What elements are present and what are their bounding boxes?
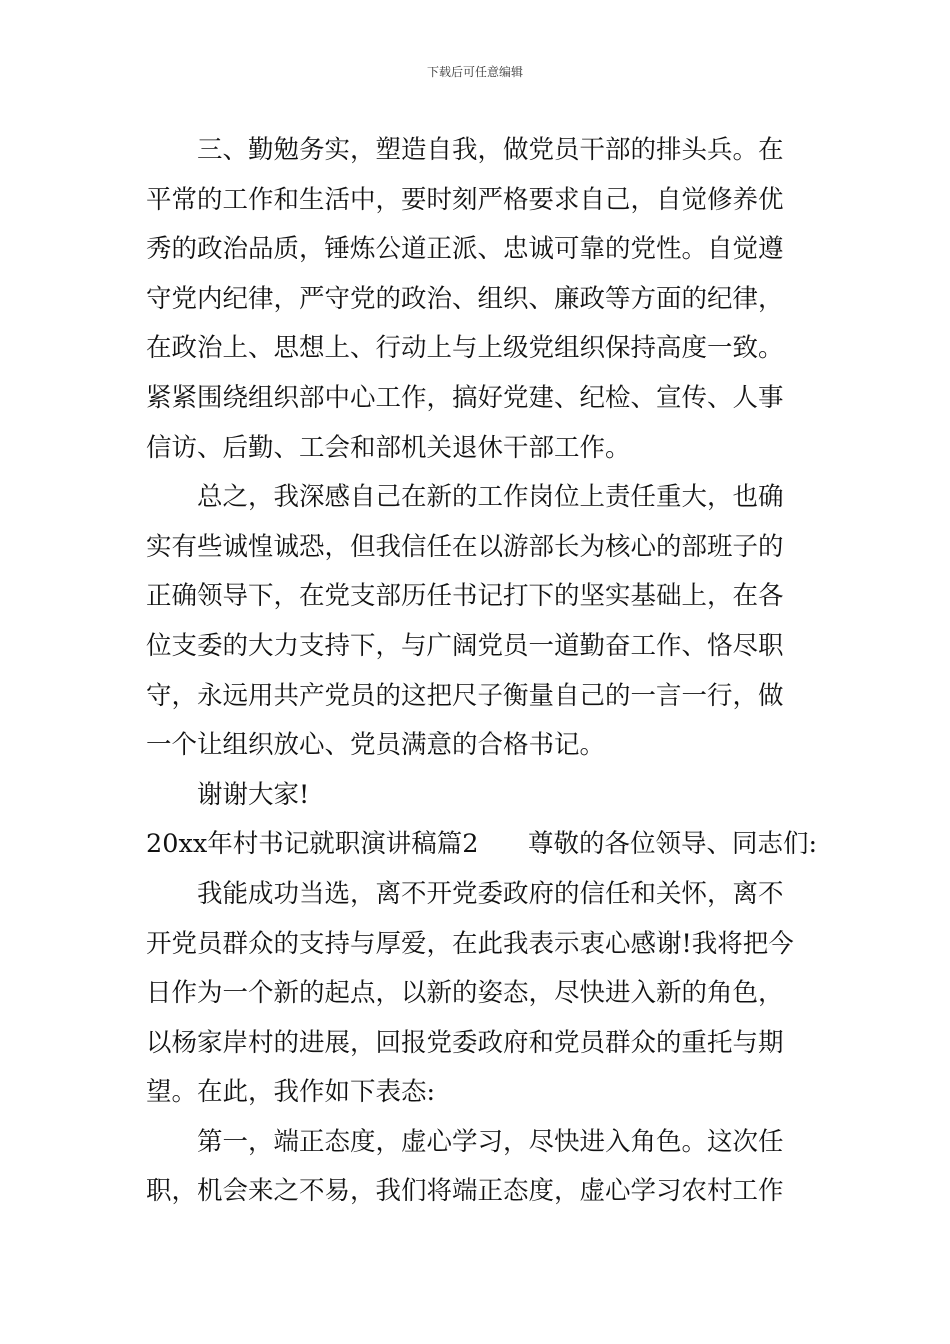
paragraph-line: 守党内纪律，严守党的政治、组织、廉政等方面的纪律， (146, 283, 784, 314)
paragraph-line: 职，机会来之不易，我们将端正态度，虚心学习农村工作 (146, 1176, 784, 1207)
section-heading-line (146, 820, 818, 870)
paragraph-line: 信访、后勤、工会和部机关退休干部工作。 (146, 432, 631, 463)
paragraph-line: 三、勤勉务实，塑造自我，做党员干部的排头兵。在 (197, 135, 784, 165)
paragraph-line: 在政治上、思想上、行动上与上级党组织保持高度一致。 (146, 333, 784, 364)
paragraph-line: 位支委的大力支持下，与广阔党员一道勤奋工作、恪尽职 (146, 630, 784, 661)
paragraph-line: 日作为一个新的起点，以新的姿态，尽快进入新的角色， (146, 978, 784, 1009)
paragraph-line: 紧紧围绕组织部中心工作，搞好党建、纪检、宣传、人事 (146, 382, 784, 413)
paragraph-line: 秀的政治品质，锤炼公道正派、忠诚可靠的党性。自觉遵 (146, 234, 784, 265)
paragraph-line: 开党员群众的支持与厚爱，在此我表示衷心感谢!我将把今 (146, 928, 794, 959)
page-header: 下载后可任意编辑 (426, 65, 523, 79)
paragraph-line: 以杨家岸村的进展，回报党委政府和党员群众的重托与期 (146, 1027, 784, 1058)
section-title: 20xx年村书记就职演讲稿篇2 (146, 829, 479, 860)
closing-line: 谢谢大家! (197, 779, 310, 810)
paragraph-line: 我能成功当选，离不开党委政府的信任和关怀，离不 (197, 878, 784, 909)
paragraph-line: 平常的工作和生活中，要时刻严格要求自己，自觉修养优 (146, 184, 784, 215)
document-body (146, 126, 818, 1217)
paragraph-line: 实有些诚惶诚恐，但我信任在以游部长为核心的部班子的 (146, 531, 784, 562)
paragraph-line: 一个让组织放心、党员满意的合格书记。 (146, 730, 606, 761)
paragraph-line: 守，永远用共产党员的这把尺子衡量自己的一言一行，做 (146, 680, 784, 711)
paragraph-line: 望。在此，我作如下表态: (146, 1077, 436, 1108)
paragraph-line: 总之，我深感自己在新的工作岗位上责任重大，也确 (197, 482, 784, 513)
paragraph-line: 正确领导下，在党支部历任书记打下的坚实基础上，在各 (146, 581, 784, 612)
paragraph-line: 第一，端正态度，虚心学习，尽快进入角色。这次任 (197, 1126, 784, 1157)
salutation: 尊敬的各位领导、同志们: (528, 829, 818, 860)
